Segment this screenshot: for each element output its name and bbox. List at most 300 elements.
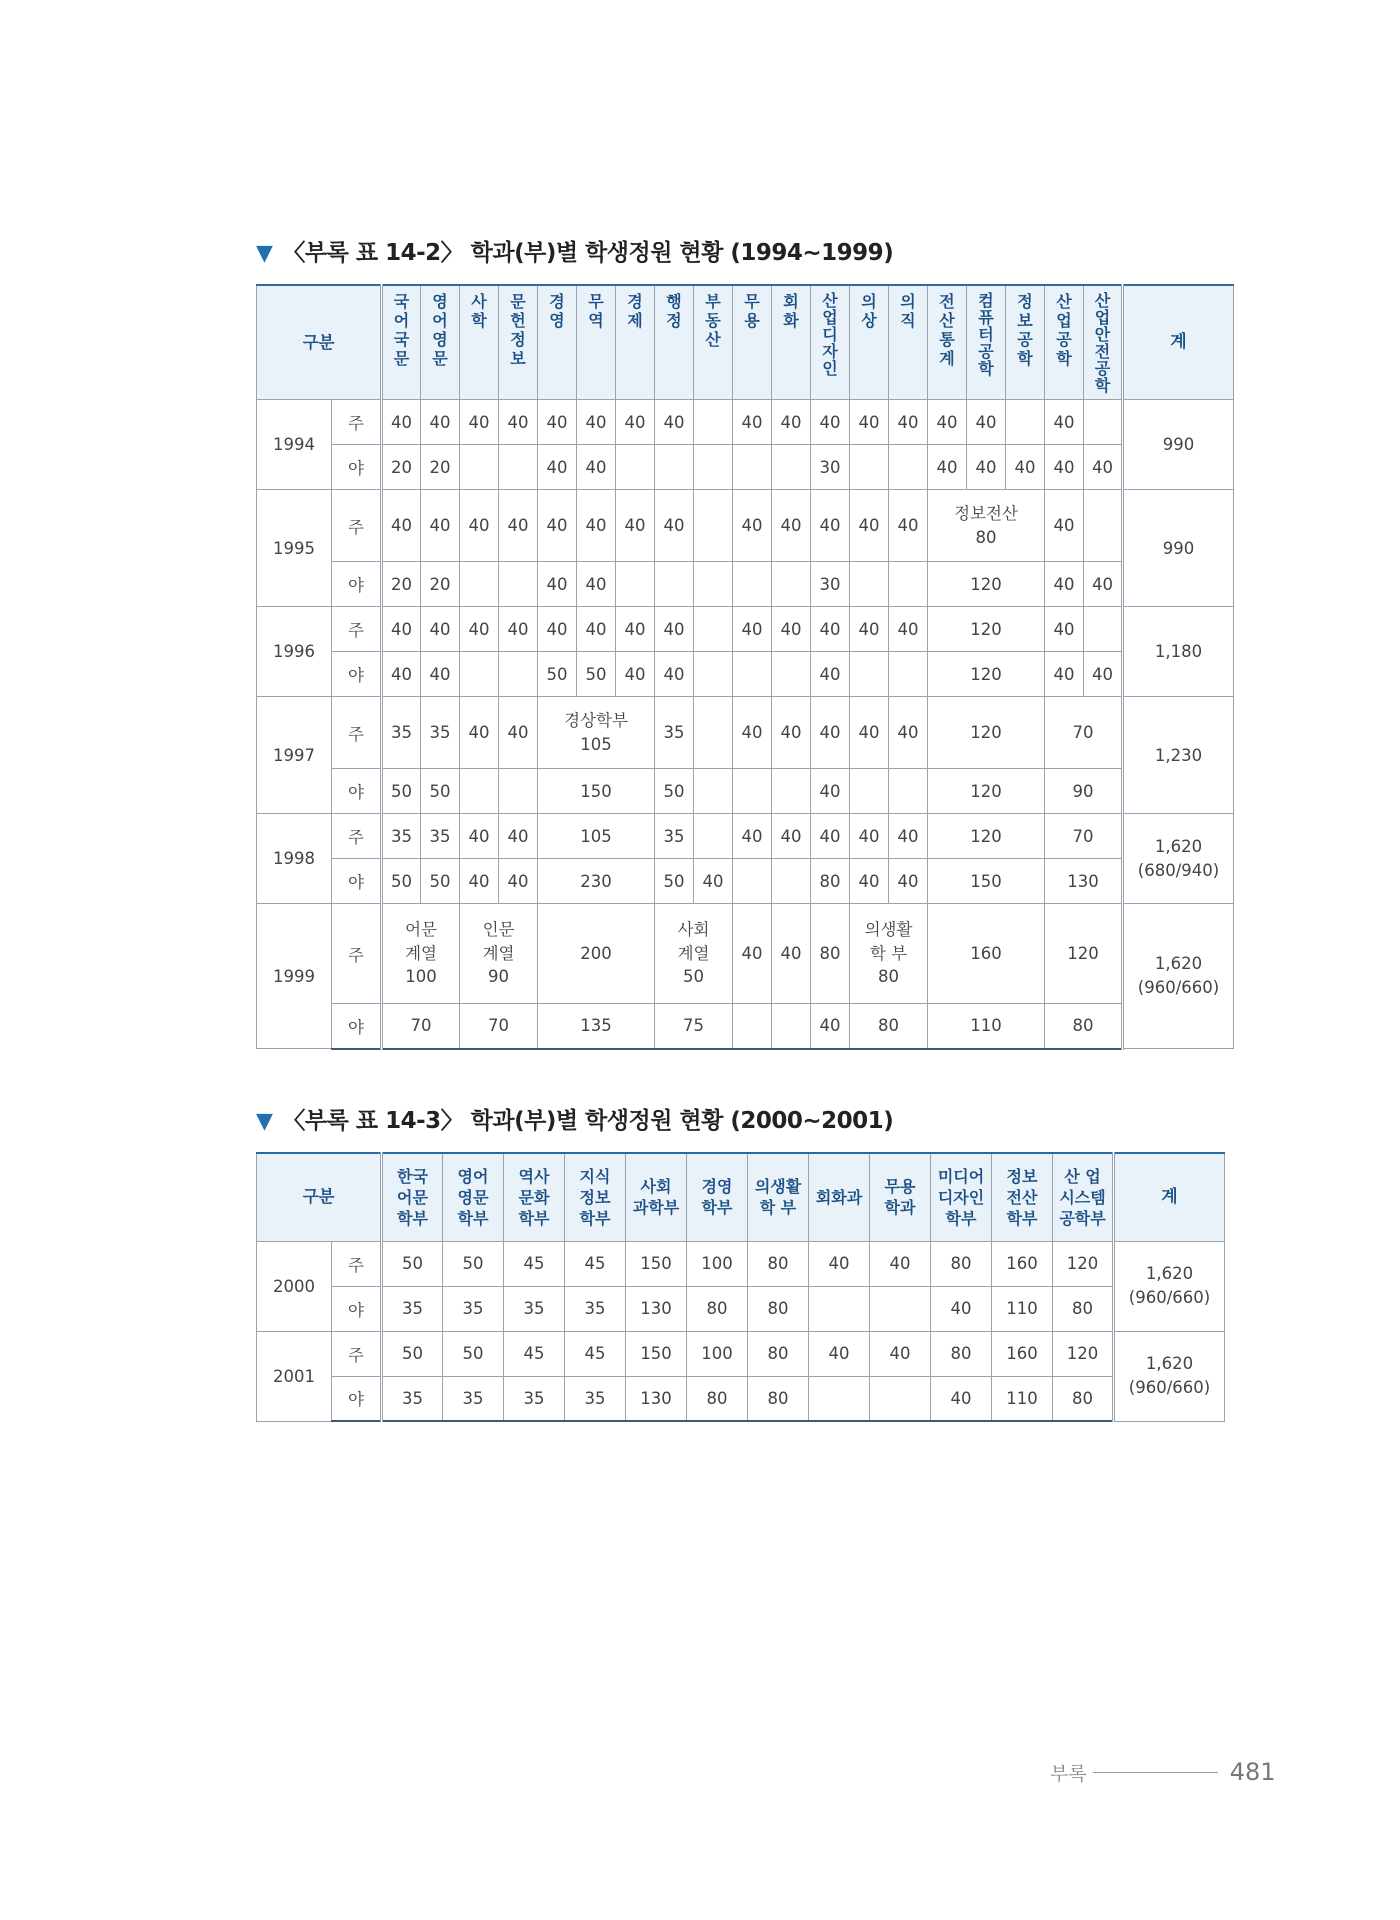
merged-cell-value: 105	[580, 734, 612, 754]
table1-col-header	[616, 285, 655, 400]
value-cell: 20	[421, 562, 460, 607]
value-cell: 130	[626, 1376, 687, 1421]
value-cell: 40	[694, 859, 733, 904]
table-row	[257, 400, 1234, 445]
table-row	[257, 859, 1234, 904]
shift-cell: 야	[332, 1376, 382, 1421]
merged-cell-label: 사회	[677, 919, 710, 939]
table-row	[257, 904, 1234, 1004]
value-cell: 100	[687, 1331, 748, 1376]
vertical-header-text: 경 영	[549, 292, 565, 330]
table1-col-header	[1045, 285, 1084, 400]
table-row	[257, 769, 1234, 814]
value-cell: 40	[809, 1331, 870, 1376]
merged-cell: 130	[1045, 859, 1123, 904]
value-cell	[733, 652, 772, 697]
value-cell: 50	[382, 1241, 443, 1286]
value-cell: 30	[811, 562, 850, 607]
value-cell: 40	[421, 400, 460, 445]
value-cell	[460, 445, 499, 490]
merged-cell-value: 80	[975, 527, 997, 547]
value-cell: 50	[421, 769, 460, 814]
value-cell: 30	[811, 445, 850, 490]
merged-cell	[460, 904, 538, 1004]
merged-cell-label: 계열	[405, 943, 437, 963]
merged-cell: 200	[538, 904, 655, 1004]
total-cell: 990	[1123, 400, 1234, 490]
value-cell	[616, 562, 655, 607]
value-cell	[870, 1286, 931, 1331]
shift-cell: 야	[332, 562, 382, 607]
value-cell	[655, 562, 694, 607]
value-cell: 40	[889, 490, 928, 562]
table2-col-header	[565, 1153, 626, 1241]
value-cell: 50	[655, 859, 694, 904]
value-cell: 40	[382, 400, 421, 445]
value-cell	[694, 445, 733, 490]
footer-rule	[1093, 1772, 1218, 1773]
value-cell	[733, 859, 772, 904]
total-value: 1,620	[1154, 836, 1203, 856]
merged-cell-value: 90	[488, 967, 510, 987]
value-cell: 40	[772, 490, 811, 562]
table2-col-header	[748, 1153, 809, 1241]
value-cell: 40	[1084, 652, 1123, 697]
value-cell: 40	[538, 490, 577, 562]
value-cell: 40	[811, 1004, 850, 1049]
merged-cell-value: 100	[405, 967, 437, 987]
header-line: 학부	[397, 1208, 428, 1228]
value-cell: 40	[772, 400, 811, 445]
value-cell: 40	[460, 697, 499, 769]
total-cell	[1123, 904, 1234, 1049]
vertical-header-text: 무 역	[588, 292, 604, 330]
value-cell: 40	[772, 904, 811, 1004]
value-cell: 40	[733, 697, 772, 769]
total-cell	[1114, 1331, 1225, 1421]
year-cell: 1999	[257, 904, 332, 1049]
vertical-header-text: 산 업 디 자 인	[822, 291, 838, 378]
header-line: 경영	[701, 1177, 733, 1197]
value-cell	[733, 562, 772, 607]
value-cell	[694, 562, 733, 607]
merged-cell: 160	[928, 904, 1045, 1004]
value-cell: 40	[850, 814, 889, 859]
merged-cell	[538, 697, 655, 769]
table1-header-row	[257, 285, 1234, 400]
total-cell: 1,180	[1123, 607, 1234, 697]
value-cell: 40	[460, 490, 499, 562]
value-cell	[772, 562, 811, 607]
value-cell: 35	[443, 1376, 504, 1421]
value-cell: 40	[577, 607, 616, 652]
triangle-bullet-icon: ▼	[256, 1109, 273, 1134]
value-cell: 35	[565, 1286, 626, 1331]
value-cell	[809, 1286, 870, 1331]
merged-cell	[382, 904, 460, 1004]
value-cell: 40	[460, 400, 499, 445]
total-value: 1,620	[1154, 954, 1203, 974]
value-cell: 40	[577, 445, 616, 490]
value-cell: 50	[382, 1331, 443, 1376]
total-sub: (960/660)	[1128, 1378, 1211, 1397]
value-cell	[733, 1004, 772, 1049]
merged-cell: 135	[538, 1004, 655, 1049]
table1-col-header	[733, 285, 772, 400]
footer-label: 부록	[1050, 1762, 1087, 1785]
value-cell	[889, 445, 928, 490]
table2-col-header	[504, 1153, 565, 1241]
header-line: 학과	[884, 1198, 916, 1218]
value-cell: 80	[1053, 1376, 1114, 1421]
merged-cell: 120	[928, 697, 1045, 769]
year-cell: 2000	[257, 1241, 332, 1331]
value-cell: 40	[850, 400, 889, 445]
shift-cell: 야	[332, 859, 382, 904]
value-cell: 40	[811, 769, 850, 814]
value-cell: 80	[811, 904, 850, 1004]
value-cell	[694, 652, 733, 697]
header-line: 무용	[884, 1177, 916, 1197]
merged-cell: 150	[928, 859, 1045, 904]
table1-corner: 구분	[257, 285, 382, 400]
value-cell: 80	[687, 1376, 748, 1421]
value-cell: 35	[382, 1376, 443, 1421]
table1-col-header	[421, 285, 460, 400]
value-cell: 40	[889, 697, 928, 769]
merged-cell-label: 정보전산	[954, 503, 1018, 523]
value-cell: 40	[499, 814, 538, 859]
value-cell: 40	[811, 490, 850, 562]
header-line: 공학부	[1059, 1208, 1106, 1228]
value-cell: 40	[811, 607, 850, 652]
value-cell: 40	[421, 607, 460, 652]
value-cell: 40	[889, 814, 928, 859]
shift-cell: 주	[332, 814, 382, 859]
vertical-header-text: 부 동 산	[705, 292, 721, 349]
header-line: 산 업	[1064, 1166, 1101, 1186]
table-row	[257, 1286, 1225, 1331]
vertical-header-text: 전 산 통 계	[939, 292, 955, 368]
value-cell	[1006, 400, 1045, 445]
value-cell	[460, 769, 499, 814]
table2-col-header	[931, 1153, 992, 1241]
header-line: 학부	[1006, 1208, 1038, 1228]
value-cell: 40	[931, 1376, 992, 1421]
value-cell: 40	[811, 814, 850, 859]
value-cell: 80	[748, 1376, 809, 1421]
value-cell: 40	[870, 1331, 931, 1376]
value-cell: 40	[655, 652, 694, 697]
table2-col-header	[626, 1153, 687, 1241]
value-cell: 120	[1053, 1241, 1114, 1286]
header-line: 어문	[397, 1187, 428, 1207]
merged-cell: 120	[928, 814, 1045, 859]
value-cell	[772, 652, 811, 697]
vertical-header-text: 경 제	[627, 292, 643, 330]
value-cell: 45	[504, 1241, 565, 1286]
table-row	[257, 607, 1234, 652]
table1-col-header	[928, 285, 967, 400]
total-sub: (960/660)	[1137, 978, 1220, 997]
value-cell: 35	[421, 814, 460, 859]
value-cell: 40	[421, 490, 460, 562]
value-cell	[460, 562, 499, 607]
vertical-header-text: 영 어 영 문	[432, 292, 448, 368]
merged-cell: 110	[928, 1004, 1045, 1049]
merged-cell: 70	[1045, 697, 1123, 769]
merged-cell-label: 계열	[482, 943, 515, 963]
table2-col-header	[1053, 1153, 1114, 1241]
vertical-header-text: 산 업 안 전 공 학	[1094, 291, 1111, 395]
value-cell: 40	[772, 814, 811, 859]
section-title-1	[256, 234, 893, 267]
value-cell: 40	[538, 445, 577, 490]
header-line: 시스템	[1059, 1187, 1106, 1207]
value-cell: 40	[889, 859, 928, 904]
vertical-header-text: 행 정	[666, 292, 682, 330]
table1-col-header	[1084, 285, 1123, 400]
value-cell	[850, 562, 889, 607]
merged-cell: 120	[928, 652, 1045, 697]
value-cell	[460, 652, 499, 697]
year-cell: 1997	[257, 697, 332, 814]
value-cell: 40	[499, 859, 538, 904]
table1-col-header	[460, 285, 499, 400]
merged-cell: 70	[460, 1004, 538, 1049]
value-cell	[772, 859, 811, 904]
table1-col-header	[694, 285, 733, 400]
value-cell: 40	[538, 607, 577, 652]
value-cell: 40	[1045, 562, 1084, 607]
value-cell: 40	[655, 490, 694, 562]
header-line: 학부	[518, 1208, 550, 1228]
value-cell	[733, 769, 772, 814]
vertical-header-text: 컴 퓨 터 공 학	[978, 291, 994, 378]
table2-col-header	[443, 1153, 504, 1241]
total-sub: (680/940)	[1137, 860, 1220, 880]
table2-col-header	[382, 1153, 443, 1241]
value-cell	[772, 769, 811, 814]
value-cell	[694, 400, 733, 445]
merged-cell: 80	[1045, 1004, 1123, 1049]
year-cell: 1994	[257, 400, 332, 490]
value-cell	[850, 445, 889, 490]
vertical-header-text: 산 업 공 학	[1056, 292, 1072, 368]
shift-cell: 야	[332, 1286, 382, 1331]
value-cell: 40	[499, 607, 538, 652]
value-cell: 40	[382, 607, 421, 652]
value-cell: 160	[992, 1331, 1053, 1376]
value-cell: 40	[1045, 445, 1084, 490]
header-line: 지식	[579, 1166, 611, 1186]
value-cell	[889, 652, 928, 697]
value-cell	[499, 562, 538, 607]
header-line: 정보	[1006, 1166, 1038, 1186]
value-cell: 40	[889, 607, 928, 652]
merged-cell: 70	[1045, 814, 1123, 859]
table1-col-header	[655, 285, 694, 400]
table1-col-header	[499, 285, 538, 400]
value-cell	[694, 814, 733, 859]
header-line: 학부	[457, 1208, 489, 1228]
value-cell: 35	[565, 1376, 626, 1421]
year-cell: 1998	[257, 814, 332, 904]
value-cell	[1084, 400, 1123, 445]
value-cell: 40	[733, 904, 772, 1004]
vertical-header-text: 사 학	[471, 292, 487, 330]
value-cell: 80	[748, 1331, 809, 1376]
table2-col-header	[687, 1153, 748, 1241]
value-cell	[499, 652, 538, 697]
value-cell: 150	[626, 1241, 687, 1286]
value-cell: 130	[626, 1286, 687, 1331]
table1-col-header	[382, 285, 421, 400]
page-number: 481	[1229, 1758, 1276, 1786]
value-cell: 35	[504, 1286, 565, 1331]
value-cell: 40	[1045, 607, 1084, 652]
shift-cell: 주	[332, 490, 382, 562]
header-line: 학부	[701, 1198, 733, 1218]
value-cell: 100	[687, 1241, 748, 1286]
merged-cell-value: 80	[878, 967, 900, 987]
total-cell: 990	[1123, 490, 1234, 607]
value-cell: 40	[1045, 490, 1084, 562]
value-cell: 80	[748, 1241, 809, 1286]
merged-cell	[655, 904, 733, 1004]
value-cell: 160	[992, 1241, 1053, 1286]
value-cell: 40	[460, 814, 499, 859]
merged-cell: 230	[538, 859, 655, 904]
merged-cell: 75	[655, 1004, 733, 1049]
value-cell: 40	[499, 490, 538, 562]
table2-body	[257, 1241, 1225, 1421]
value-cell: 50	[443, 1241, 504, 1286]
table-row	[257, 697, 1234, 769]
value-cell: 20	[382, 445, 421, 490]
value-cell: 40	[499, 697, 538, 769]
table-14-3	[256, 1152, 1225, 1422]
value-cell: 40	[733, 400, 772, 445]
value-cell: 40	[811, 652, 850, 697]
header-line: 정보	[579, 1187, 611, 1207]
shift-cell: 주	[332, 697, 382, 769]
merged-cell-label: 어문	[405, 919, 437, 939]
value-cell: 40	[577, 562, 616, 607]
vertical-header-text: 의 상	[861, 292, 877, 330]
value-cell: 80	[931, 1331, 992, 1376]
value-cell	[889, 562, 928, 607]
merged-cell: 120	[928, 607, 1045, 652]
value-cell: 40	[616, 400, 655, 445]
vertical-header-text: 무 용	[744, 292, 760, 330]
table2-total-header: 계	[1114, 1153, 1225, 1241]
header-line: 과학부	[632, 1198, 680, 1218]
total-value: 1,620	[1145, 1354, 1194, 1374]
year-cell: 1996	[257, 607, 332, 697]
header-line: 미디어	[937, 1166, 985, 1186]
value-cell: 35	[443, 1286, 504, 1331]
merged-cell-label: 계열	[677, 943, 710, 963]
header-line: 한국	[397, 1166, 428, 1186]
table2-corner: 구분	[257, 1153, 382, 1241]
table-14-2	[256, 284, 1234, 1050]
value-cell: 40	[850, 697, 889, 769]
header-line: 문화	[518, 1187, 550, 1207]
value-cell: 45	[565, 1241, 626, 1286]
value-cell	[870, 1376, 931, 1421]
value-cell: 40	[928, 445, 967, 490]
value-cell: 50	[382, 769, 421, 814]
shift-cell: 야	[332, 769, 382, 814]
table-row	[257, 1004, 1234, 1049]
table1-col-header	[772, 285, 811, 400]
value-cell: 40	[870, 1241, 931, 1286]
table2-col-header	[809, 1153, 870, 1241]
value-cell: 45	[565, 1331, 626, 1376]
vertical-header-text: 국 어 국 문	[393, 292, 410, 368]
vertical-header-text: 의 직	[900, 292, 916, 330]
value-cell: 40	[1084, 445, 1123, 490]
value-cell: 80	[748, 1286, 809, 1331]
value-cell: 150	[626, 1331, 687, 1376]
total-cell	[1114, 1241, 1225, 1331]
value-cell: 40	[577, 490, 616, 562]
header-line: 영문	[457, 1187, 489, 1207]
value-cell: 35	[504, 1376, 565, 1421]
table1-col-header	[850, 285, 889, 400]
value-cell: 40	[889, 400, 928, 445]
merged-cell: 120	[928, 769, 1045, 814]
value-cell: 40	[382, 652, 421, 697]
value-cell: 40	[967, 445, 1006, 490]
value-cell: 40	[538, 562, 577, 607]
merged-cell: 150	[538, 769, 655, 814]
value-cell	[850, 652, 889, 697]
value-cell: 35	[382, 814, 421, 859]
merged-cell-label: 의생활	[864, 919, 913, 939]
value-cell: 40	[772, 697, 811, 769]
header-line: 디자인	[937, 1187, 985, 1207]
value-cell: 110	[992, 1376, 1053, 1421]
table2-col-header	[992, 1153, 1053, 1241]
value-cell: 40	[850, 607, 889, 652]
total-value: 1,620	[1145, 1264, 1194, 1284]
table1-total-header: 계	[1123, 285, 1234, 400]
page-footer	[1050, 1758, 1276, 1786]
value-cell: 50	[443, 1331, 504, 1376]
table2-col-header	[870, 1153, 931, 1241]
value-cell: 40	[499, 400, 538, 445]
value-cell: 40	[1045, 652, 1084, 697]
value-cell: 45	[504, 1331, 565, 1376]
shift-cell: 주	[332, 1241, 382, 1286]
value-cell: 40	[616, 652, 655, 697]
table2-header-row	[257, 1153, 1225, 1241]
value-cell: 40	[809, 1241, 870, 1286]
merged-cell	[928, 490, 1045, 562]
value-cell	[772, 445, 811, 490]
value-cell: 35	[655, 697, 694, 769]
value-cell	[499, 445, 538, 490]
value-cell	[694, 769, 733, 814]
section-title-2-text: 〈부록 표 14-3〉 학과(부)별 학생정원 현황 (2000~2001)	[282, 1108, 894, 1134]
value-cell: 40	[616, 607, 655, 652]
header-line: 학 부	[759, 1198, 797, 1218]
value-cell: 40	[733, 607, 772, 652]
value-cell: 50	[538, 652, 577, 697]
table1-col-header	[889, 285, 928, 400]
